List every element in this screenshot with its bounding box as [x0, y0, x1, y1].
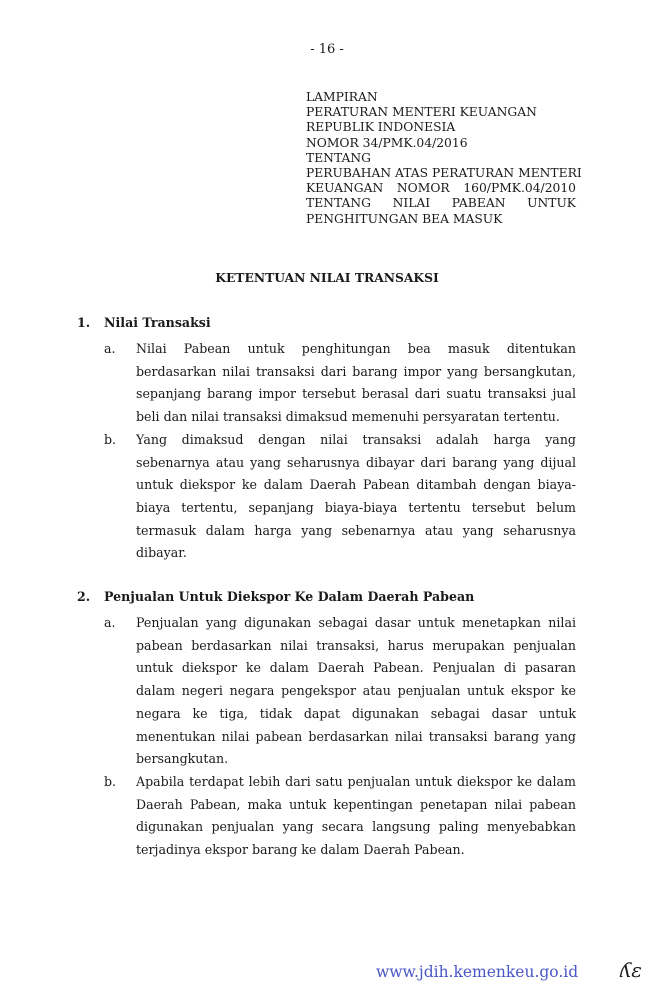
- header-line: TENTANG NILAI PABEAN UNTUK: [306, 196, 576, 211]
- paragraph-line: sepanjang barang impor tersebut berasal dari suatu transaksi jual: [136, 386, 576, 402]
- list-item: [77, 771, 576, 862]
- header-line: PENGHITUNGAN BEA MASUK: [306, 211, 503, 226]
- paragraph-line: Nilai Pabean untuk penghitungan bea masuk ditentukan: [136, 341, 576, 356]
- document-title: KETENTUAN NILAI TRANSAKSI: [215, 270, 439, 285]
- section-heading-text: Nilai Transaksi: [104, 315, 211, 330]
- paragraph-line: negara ke tiga, tidak dapat digunakan sebagai dasar untuk: [136, 705, 576, 721]
- page-number: - 16 -: [310, 42, 344, 57]
- item-letter: a.: [104, 615, 116, 630]
- section-number: 1.: [77, 315, 91, 330]
- footer-link[interactable]: www.jdih.kemenkeu.go.id: [376, 963, 579, 981]
- paragraph-line: berdasarkan nilai transaksi dari barang impor yang bersangkutan,: [136, 363, 576, 379]
- initials-signature: ʎɛ: [620, 958, 643, 982]
- paragraph-line: untuk diekspor ke dalam Daerah Pabean ditambah dengan biaya-: [136, 477, 576, 493]
- paragraph-line: biaya tertentu, sepanjang biaya-biaya tertentu tersebut belum: [136, 499, 576, 515]
- paragraph-line: digunakan penjualan yang secara langsung paling menyebabkan: [136, 819, 576, 835]
- paragraph-line: Apabila terdapat lebih dari satu penjualan untuk diekspor ke dalam: [136, 773, 576, 789]
- list-item: [77, 429, 576, 565]
- section-heading: [77, 315, 576, 338]
- paragraph-line: untuk diekspor ke dalam Daerah Pabean. Penjualan di pasaran: [136, 660, 576, 676]
- header-line: PERATURAN MENTERI KEUANGAN: [306, 105, 537, 120]
- section-1: [77, 315, 576, 565]
- attachment-header: [306, 90, 582, 227]
- list-item: [77, 612, 576, 771]
- paragraph-line: dalam negeri negara pengekspor atau penjualan untuk ekspor ke: [136, 683, 576, 699]
- section-heading: [77, 589, 576, 612]
- section-heading-text: Penjualan Untuk Diekspor Ke Dalam Daerah Pabean: [104, 589, 475, 604]
- paragraph-line: termasuk dalam harga yang sebenarnya atau yang seharusnya: [136, 522, 576, 538]
- paragraph-line: beli dan nilai transaksi dimaksud memenuhi persyaratan tertentu.: [136, 409, 560, 425]
- header-line: LAMPIRAN: [306, 90, 378, 104]
- list-item: [77, 338, 576, 429]
- section-2: [77, 589, 576, 862]
- header-line: TENTANG: [306, 150, 371, 165]
- paragraph-line: bersangkutan.: [136, 751, 229, 767]
- paragraph-line: sebenarnya atau yang seharusnya dibayar dari barang yang dijual: [136, 454, 576, 470]
- header-line: REPUBLIK INDONESIA: [306, 120, 456, 135]
- header-line: KEUANGAN NOMOR 160/PMK.04/2010: [306, 181, 576, 196]
- item-letter: a.: [104, 341, 116, 356]
- paragraph-line: menentukan nilai pabean berdasarkan nilai transaksi barang yang: [136, 728, 576, 744]
- paragraph-line: dibayar.: [136, 545, 187, 561]
- header-line: NOMOR 34/PMK.04/2016: [306, 135, 468, 150]
- paragraph-line: Yang dimaksud dengan nilai transaksi adalah harga yang: [136, 431, 576, 447]
- paragraph-line: Penjualan yang digunakan sebagai dasar untuk menetapkan nilai: [136, 615, 576, 630]
- paragraph-line: terjadinya ekspor barang ke dalam Daerah Pabean.: [136, 842, 465, 858]
- section-number: 2.: [77, 589, 91, 604]
- item-letter: b.: [104, 431, 117, 447]
- paragraph-line: pabean berdasarkan nilai transaksi, harus merupakan penjualan: [136, 637, 576, 653]
- paragraph-line: Daerah Pabean, maka untuk kepentingan penetapan nilai pabean: [136, 796, 576, 812]
- header-line: PERUBAHAN ATAS PERATURAN MENTERI: [306, 166, 582, 181]
- item-letter: b.: [104, 773, 117, 789]
